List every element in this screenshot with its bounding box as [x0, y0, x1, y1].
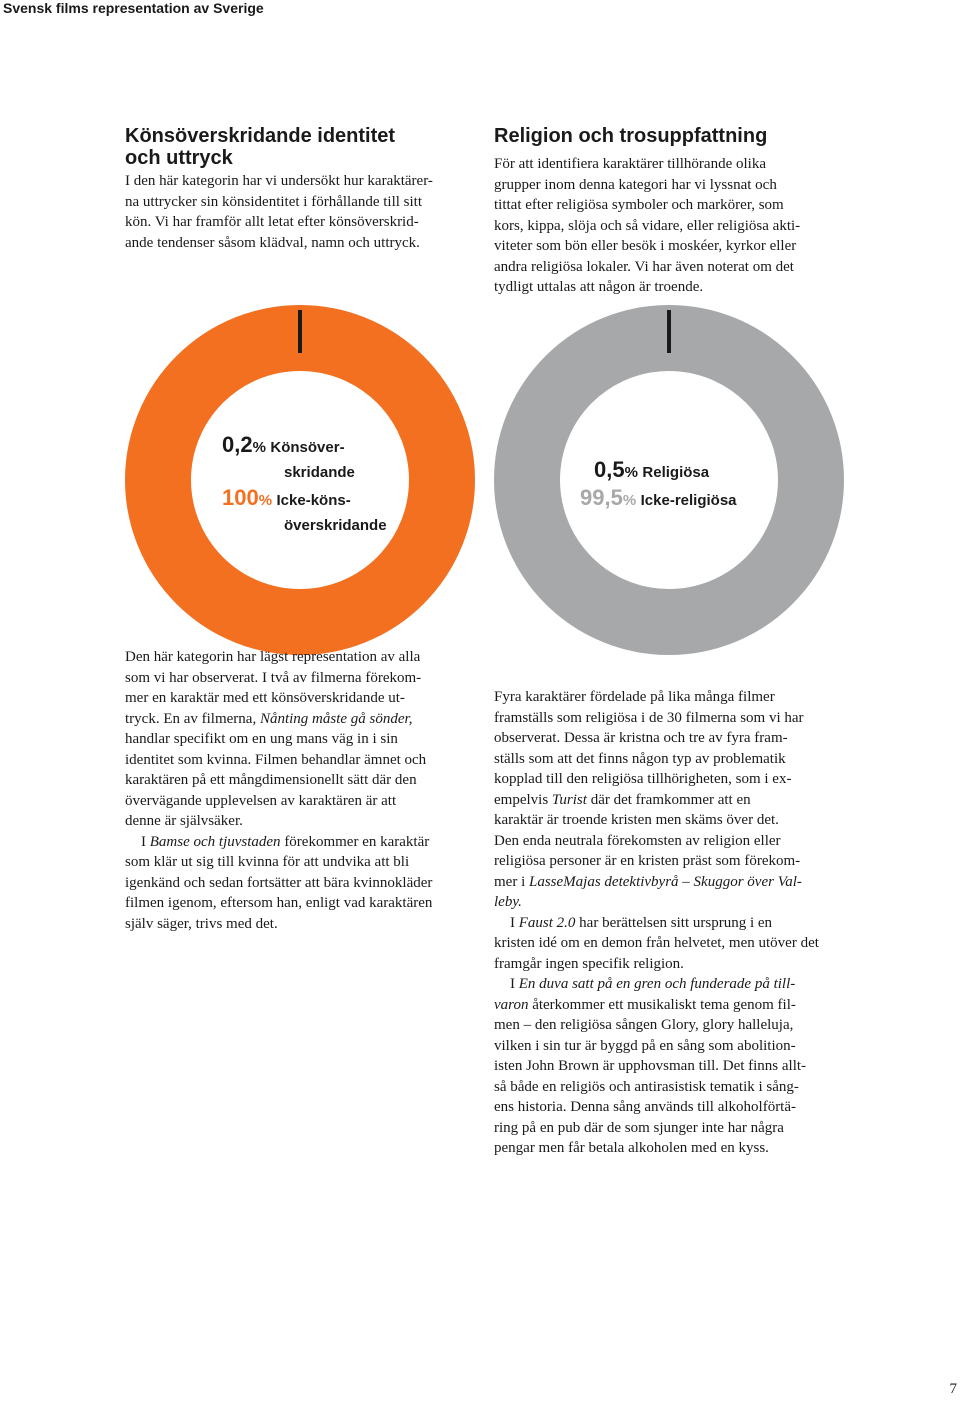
label-religious: Religiösa: [642, 464, 710, 481]
film-title: leby.: [494, 894, 522, 910]
donut-religion-label: [580, 457, 737, 513]
label-non-transgender-2: överskridande: [284, 517, 387, 534]
percent-sign: %: [622, 492, 637, 509]
left-body-text: Den här kategorin har lägst representation av alla som vi har observerat. I två av filmerna förekom- mer en karaktär med ett könsöverskridande ut- tryck. En av filmerna, Nånting måste gå sönder, handlar specifikt om en ung mans väg in i sin identitet som kvinna. Filmen behandlar ämnet och karaktären på ett mångdimensionellt sätt där den övervägande upplevelsen av karaktären är att denne är självsäker. I Bamse och tjuvstaden förekommer en karaktär som klär ut sig till kvinna för att undvika att bli igenkänd och sedan fortsätter att bära kvinnokläder filmen igenom, eftersom han, enligt vad karaktären själv säger, trivs med det.: [125, 649, 433, 932]
value-religious: 0,5: [594, 457, 625, 482]
right-section-header: [494, 125, 844, 298]
film-title: varon: [494, 996, 529, 1013]
running-head: Svensk films representation av Sverige: [3, 0, 264, 16]
label-non-religious: Icke-religiösa: [640, 492, 737, 509]
value-non-religious: 99,5: [580, 485, 623, 510]
film-title: En duva satt på en gren och funderade på till-: [518, 976, 796, 992]
percent-sign: %: [624, 464, 638, 481]
right-section-heading: Religion och trosuppfattning: [494, 125, 768, 147]
right-section-intro: För att identifiera karaktärer tillhörande olika grupper inom denna kategori har vi lyssnat och tittat efter religiösa symboler och markörer, som kors, kippa, slöja och så vidare, eller religiösa akti- viteter som bön eller besök i moskéer, kyrkor eller andra religiösa lokaler. Vi har även noterat om det tydligt uttalas att någon är troende.: [494, 156, 801, 295]
film-title: Bamse och tjuvstaden: [149, 833, 281, 850]
film-title: LasseMajas detektivbyrå – Skuggor över Val-: [529, 873, 802, 890]
film-title: Faust 2.0: [518, 914, 576, 931]
film-title: Turist: [551, 791, 587, 808]
label-transgender-2: skridande: [284, 464, 355, 481]
label-non-transgender: Icke-köns-: [276, 492, 351, 509]
film-title: Nånting måste gå sönder,: [259, 710, 413, 727]
percent-sign: %: [258, 492, 273, 509]
right-body-text: Fyra karaktärer fördelade på lika många filmer framställs som religiösa i de 30 filmerna som vi har observerat. Dessa är kristna och tre av fyra fram- ställs som att det finns någon typ av problematik kopplad till den religiösa tillhörigheten, som i ex- empelvis Turist där det framkommer att en karaktär är troende kristen men skäms över det. Den enda neutrala förekomsten av religion eller religiösa personer är en kristen präst som förekom- mer i LasseMajas detektivbyrå – Skuggor över Val- leby. I Faust 2.0 har berättelsen sitt ursprung i en kristen idé om en demon från helvetet, men utöver det framgår ingen specifik religion. I En duva satt på en gren och funderade på till- varon återkommer ett musikaliskt tema genom fil- men – den religiösa sången Glory, glory halleluja, vilken i sin tur är byggd på en sång som abolition- isten John Brown är upphovsman till. Det finns allt- så både en religiös och antirasistisk tematik i sång- ens historia. Denna sång används till alkoholförtä- ring på en pub där de som sjunger inte har några pengar men får betala alkoholen med en kyss.: [494, 689, 819, 1156]
percent-sign: %: [252, 439, 266, 456]
left-section-heading: Könsöverskridande identitet och uttryck: [125, 125, 396, 169]
page-number: 7: [949, 1381, 957, 1397]
label-transgender: Könsöver-: [270, 439, 345, 456]
value-non-transgender: 100: [222, 485, 259, 510]
left-section-intro: I den här kategorin har vi undersökt hur karaktärer- na uttrycker sin könsidentitet i förhållande till sitt kön. Vi har framför allt letat efter könsöverskrid- ande tendenser såsom klädval, namn och uttryck.: [125, 173, 433, 251]
left-section-header: [125, 125, 465, 253]
value-transgender: 0,2: [222, 432, 253, 457]
donut-gender-label: [222, 432, 387, 538]
